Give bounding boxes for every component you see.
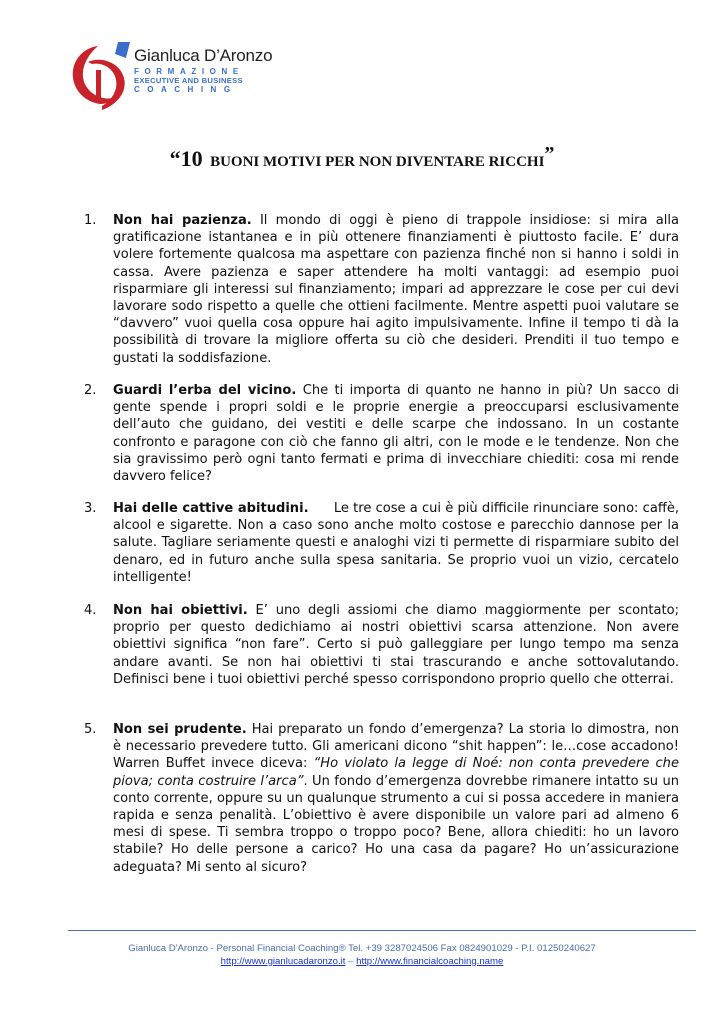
item-text <box>113 212 679 367</box>
company-logo <box>68 40 273 112</box>
title-text: BUONI MOTIVI PER NON DIVENTARE RICCHI <box>210 154 545 170</box>
item-body-a: Hai preparato un fondo d’emergenza? La storia lo dimostra, non è necessario prevedere tutto. Gli americani dicono “shit happen”: le…cose accadono! Warren Buffet invece diceva: <box>113 722 679 772</box>
item-text <box>113 382 679 485</box>
item-number: 1. <box>84 213 97 228</box>
footer-separator: – <box>345 955 357 967</box>
list-item-5 <box>84 721 679 876</box>
item-body-b: . Un fondo d’emergenza dovrebbe rimanere intatto su un conto corrente, oppure su un qualunque strumento a cui si possa accedere in maniera rapida e senza penalità. L’obiettivo è avere disponibile un valore pari ad almeno 6 mesi di spese. Ti sembra troppo o troppo poco? Bene, allora chiediti: ho un lavoro stabile? Ho delle persone a carico? Ho una casa da pagare? Ho un’assicurazione adeguata? Mi sento al sicuro? <box>113 773 679 875</box>
title-number: 10 <box>180 146 203 171</box>
list-item-2 <box>84 382 679 485</box>
item-number: 2. <box>84 383 97 398</box>
item-lead: Non sei prudente. <box>113 722 247 737</box>
item-lead: Hai delle cattive abitudini. <box>113 501 309 516</box>
logo-tagline-1: FORMAZIONE <box>134 67 244 76</box>
footer-links <box>0 956 724 969</box>
item-body: Che ti importa di quanto ne hanno in più? Un sacco di gente spende i propri soldi e le proprie energie a preoccuparsi esclusivamente dell’auto che guidano, dei vestiti e delle scarpe che indossano. In un costante confronto e paragone con ciò che fanno gli altri, con le mode e le tendenze. Non che sia gravissimo però ogni tanto fermati e prima di invecchiare chiediti: cosa mi rende davvero felice? <box>113 383 679 485</box>
page-title <box>0 143 724 172</box>
item-lead: Non hai pazienza. <box>113 213 252 228</box>
item-quote: “Ho violato la legge di Noé: non conta prevedere che piova; conta costruire l’arca” <box>113 756 679 789</box>
item-body: Le tre cose a cui è più difficile rinunciare sono: caffè, alcool e sigarette. Non a caso sono anche molto costose e parecchio dannose per la salute. Tagliare seriamente questi e analoghi vizi ti permette di risparmiare subito del denaro, ed in futuro anche sulla spesa sanitaria. Se proprio vuoi un vizio, cercatelo intelligente! <box>113 501 684 585</box>
item-lead: Non hai obiettivi. <box>113 603 248 618</box>
title-close-quote: ” <box>544 143 555 165</box>
list-item-3 <box>84 500 684 586</box>
item-number: 5. <box>84 722 97 737</box>
list-item-1 <box>84 212 679 367</box>
item-text <box>113 721 679 876</box>
item-text <box>113 602 679 688</box>
list-item-4 <box>84 602 679 688</box>
item-number: 4. <box>84 603 97 618</box>
page-footer <box>0 943 724 968</box>
website-link-1[interactable]: http://www.gianlucadaronzo.it <box>220 955 346 967</box>
logo-mark-icon <box>68 40 132 112</box>
logo-tagline-2: EXECUTIVE AND BUSINESS <box>134 76 243 85</box>
item-number: 3. <box>84 501 97 516</box>
footer-contact: Gianluca D'Aronzo - Personal Financial Coaching® Tel. +39 3287024506 Fax 0824901029 - P.I. 01250240627 <box>128 943 596 954</box>
item-text <box>113 500 684 586</box>
logo-tagline-3: COACHING <box>134 85 238 94</box>
logo-name: Gianluca D’Aronzo <box>134 46 273 65</box>
website-link-2[interactable]: http://www.financialcoaching.name <box>356 955 504 967</box>
item-lead: Guardi l’erba del vicino. <box>113 383 297 398</box>
title-open-quote: “ <box>169 146 181 171</box>
footer-divider <box>68 930 696 931</box>
item-body: E’ uno degli assiomi che diamo maggiormente per scontato; proprio per questo dedichiamo ai nostri obiettivi scarsa attenzione. Non avere obiettivi significa “non fare”. Certo si può galleggiare per lungo tempo ma senza andare avanti. Se non hai obiettivi ti stai trascurando e anche sottovalutando. Definisci bene i tuoi obiettivi perché spesso corrispondono proprio quello che otterrai. <box>113 603 680 687</box>
item-body: Il mondo di oggi è pieno di trappole insidiose: si mira alla gratificazione istantanea e in più ottenere finanziamenti è piuttosto facile. E’ dura volere fortemente qualcosa ma aspettare con pazienza finché non si hanno i soldi in cassa. Avere pazienza e saper attendere ha molti vantaggi: ad esempio puoi risparmiare gli interessi sul finanziamento; impari ad apprezzare le cose per cui devi lavorare sodo rispetto a quelle che ottieni facilmente. Mentre aspetti puoi valutare se “davvero” vuoi quella cosa oppure hai agito impulsivamente. Infine il tempo ti dà la possibilità di trovare la migliore offerta su ciò che desideri. Prenditi il tuo tempo e gustati la soddisfazione. <box>113 213 679 366</box>
